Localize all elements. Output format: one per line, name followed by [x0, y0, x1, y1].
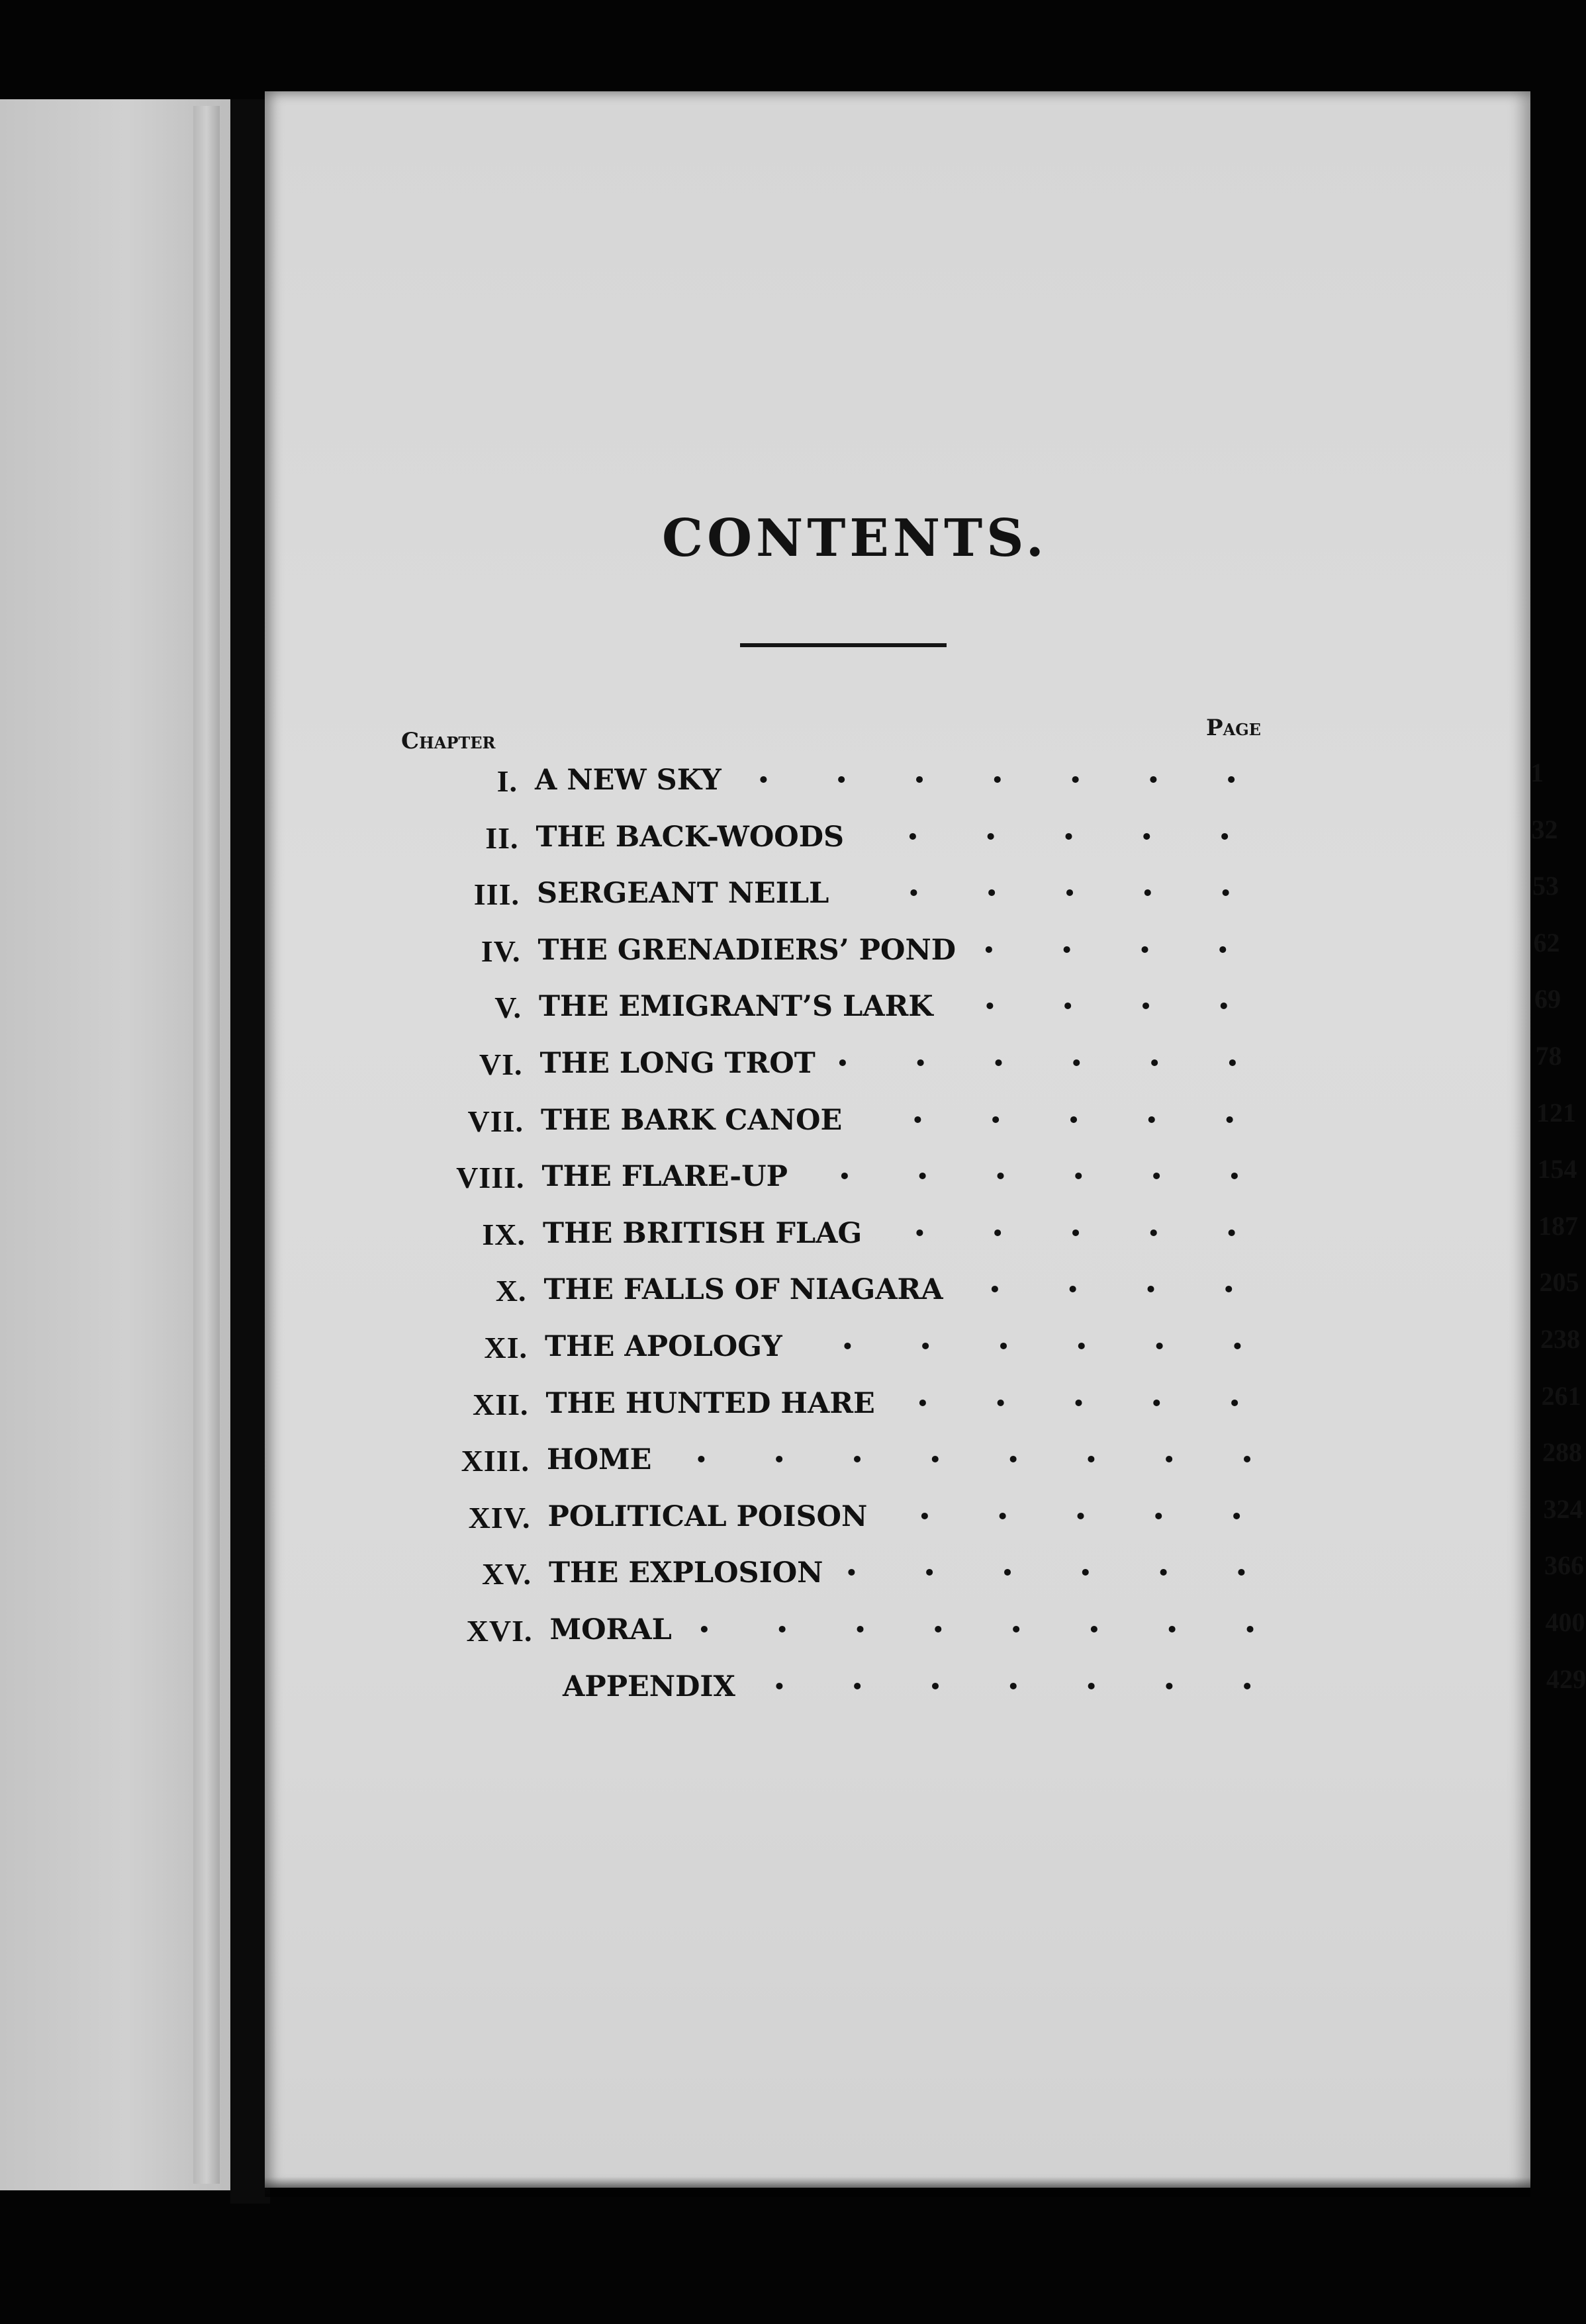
- page-fold-strip: [193, 106, 220, 2184]
- chapter-number: IX.: [482, 1217, 526, 1251]
- page-column-heading: Page: [1206, 715, 1261, 741]
- chapter-title: THE BARK CANOE: [541, 1103, 843, 1137]
- chapter-title: THE EMIGRANT’S LARK: [539, 990, 933, 1024]
- toc-entry: [414, 1267, 1579, 1313]
- page-number: 324: [1543, 1494, 1583, 1524]
- toc-entry: [413, 1210, 1578, 1257]
- page-number: 261: [1541, 1380, 1581, 1411]
- chapter-number: III.: [473, 877, 520, 912]
- chapter-number: V.: [494, 991, 522, 1025]
- chapter-title: THE GRENADIERS’ POND: [537, 933, 956, 967]
- toc-entry: [419, 1550, 1584, 1596]
- chapter-title: A NEW SKY: [535, 764, 722, 797]
- leader-dots: · · · ·: [982, 928, 1233, 971]
- chapter-column-heading: Chapter: [401, 728, 496, 754]
- leader-dots: · · · · · ·: [845, 1551, 1252, 1594]
- toc-entry: [420, 1607, 1585, 1653]
- page-number: 288: [1542, 1437, 1582, 1468]
- chapter-number: I.: [496, 764, 518, 798]
- chapter-number: II.: [485, 821, 519, 855]
- chapter-number: XVI.: [466, 1614, 533, 1648]
- chapter-title: THE APOLOGY: [545, 1330, 782, 1363]
- leader-dots: · · · · · ·: [836, 1042, 1243, 1084]
- page-number: 78: [1535, 1041, 1562, 1071]
- leader-dots: · · · · ·: [911, 1098, 1240, 1141]
- page-number: 400: [1545, 1607, 1585, 1637]
- toc-entry: [410, 1041, 1562, 1087]
- page-bottom-shadow: [265, 2177, 1530, 2197]
- chapter-number: IV.: [481, 934, 521, 968]
- chapter-title: THE EXPLOSION: [549, 1556, 823, 1590]
- page-number: 154: [1537, 1154, 1577, 1184]
- chapter-title: SERGEANT NEILL: [537, 877, 829, 911]
- toc-entry: [405, 758, 1544, 803]
- leader-dots: · · · · · ·: [838, 1155, 1245, 1198]
- page-title: CONTENTS.: [662, 508, 1048, 568]
- leader-dots: · · · · · · · ·: [695, 1438, 1258, 1481]
- page-number: 121: [1536, 1097, 1576, 1128]
- page-number: 238: [1540, 1324, 1580, 1354]
- leader-dots: · · · · · ·: [841, 1325, 1248, 1367]
- toc-entry: [412, 1154, 1577, 1200]
- toc-entry: [417, 1437, 1582, 1483]
- book-gutter: [230, 99, 270, 2204]
- chapter-number: XIV.: [468, 1500, 531, 1535]
- chapter-number: XII.: [472, 1387, 529, 1421]
- title-rule: [740, 643, 947, 647]
- toc-entry: [408, 927, 1560, 973]
- chapter-number: XI.: [484, 1331, 528, 1364]
- toc-entry: [411, 1097, 1576, 1143]
- toc-entry: [409, 984, 1561, 1030]
- leader-dots: · · · · ·: [906, 815, 1235, 858]
- page-number: 1: [1530, 758, 1544, 787]
- toc-entry: [418, 1494, 1583, 1540]
- toc-entry: [421, 1664, 1586, 1710]
- toc-entry: [407, 871, 1559, 916]
- chapter-number: X.: [495, 1274, 527, 1308]
- leader-dots: · · · · · · ·: [757, 758, 1242, 801]
- chapter-title: THE BRITISH FLAG: [543, 1216, 863, 1250]
- page-number: 429: [1546, 1664, 1586, 1694]
- toc-entry: [406, 814, 1558, 860]
- chapter-number: VII.: [467, 1104, 524, 1138]
- page-number: 53: [1532, 871, 1559, 901]
- chapter-title: POLITICAL POISON: [547, 1499, 868, 1533]
- page-number: 187: [1538, 1210, 1578, 1241]
- chapter-title: MORAL: [549, 1613, 672, 1646]
- chapter-number: VI.: [479, 1048, 523, 1081]
- page-number: 366: [1544, 1550, 1584, 1581]
- chapter-number: VIII.: [456, 1161, 525, 1195]
- chapter-title: APPENDIX: [563, 1670, 735, 1703]
- page-number: 69: [1534, 984, 1561, 1014]
- chapter-title: THE FALLS OF NIAGARA: [543, 1273, 943, 1307]
- page-number: 205: [1539, 1267, 1579, 1298]
- page-number: 32: [1531, 814, 1558, 844]
- chapter-title: THE LONG TROT: [539, 1047, 816, 1080]
- chapter-title: THE BACK-WOODS: [536, 820, 845, 854]
- chapter-title: THE FLARE-UP: [541, 1160, 788, 1194]
- chapter-title: THE HUNTED HARE: [545, 1386, 875, 1420]
- leader-dots: · · · · ·: [908, 871, 1236, 915]
- leader-dots: · · · · · · · ·: [698, 1608, 1260, 1650]
- leader-dots: · · · · · · ·: [773, 1664, 1258, 1707]
- leader-dots: · · · · ·: [916, 1381, 1245, 1424]
- leader-dots: · · · · ·: [918, 1494, 1247, 1537]
- toc-entry: [416, 1380, 1581, 1427]
- page-number: 62: [1533, 927, 1560, 958]
- leader-dots: · · · ·: [988, 1268, 1239, 1311]
- chapter-number: XV.: [481, 1557, 532, 1591]
- chapter-number: XIII.: [461, 1444, 530, 1478]
- leader-dots: · · · · ·: [913, 1211, 1242, 1254]
- chapter-title: HOME: [547, 1443, 652, 1477]
- toc-entry: [415, 1324, 1580, 1370]
- leader-dots: · · · ·: [984, 985, 1235, 1028]
